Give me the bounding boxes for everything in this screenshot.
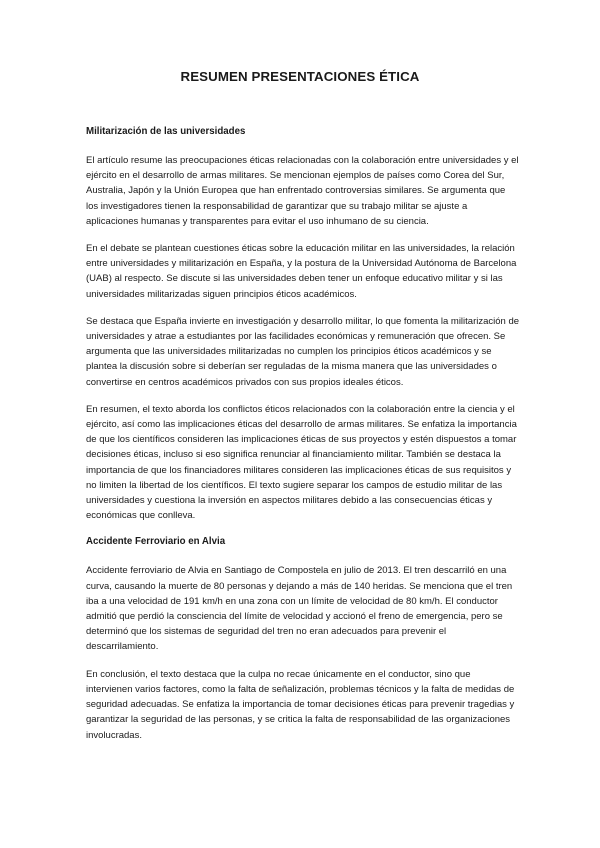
paragraph: El artículo resume las preocupaciones éticas relacionadas con la colaboración entre universidades y el ejército en el desarrollo de armas militares. Se mencionan ejemplos de países como Corea del Sur, Australia, Japón y la Unión Europea que han enfrentado controversias similares. Se argumenta que los investigadores tienen la responsabilidad de garantizar que su trabajo militar se ajuste a aplicaciones humanas y transparentes para evitar el uso inhumano de su ciencia. [86,155,519,227]
paragraph: En conclusión, el texto destaca que la culpa no recae únicamente en el conductor, sino que intervienen varios factores, como la falta de señalización, problemas técnicos y la falta de medidas de seguridad adecuadas. Se enfatiza la importancia de tomar decisiones éticas para prevenir tragedias y garantizar la seguridad de las personas, y se critica la falta de responsabilidad de las organizaciones involucradas. [86,668,515,741]
section-militarizacion [86,125,519,523]
section-heading: Accidente Ferroviario en Alvia [86,536,226,548]
document-title: RESUMEN PRESENTACIONES ÉTICA [180,69,420,84]
paragraph: En el debate se plantean cuestiones éticas sobre la educación militar en las universidades, la relación entre universidades y militarización en España, y la postura de la Universidad Autónoma de Barcelona (UAB) al respecto. Se discute si las universidades deben tener un enfoque educativo militar y si las universidades militarizadas siguen principios éticos académicos. [86,243,517,300]
paragraph: Accidente ferroviario de Alvia en Santiago de Compostela en julio de 2013. El tren descarriló en una curva, causando la muerte de 80 personas y dejando a más de 140 heridas. Se menciona que el tren iba a una velocidad de 191 km/h en una zona con un límite de velocidad de 80 km/h. El conductor admitió que perdió la consciencia del límite de velocidad y accionó el freno de emergencia, pero se determinó que los sistemas de seguridad del tren no eran adecuados para prevenir el descarrilamiento. [86,565,513,653]
paragraph: Se destaca que España invierte en investigación y desarrollo militar, lo que fomenta la militarización de universidades y atrae a estudiantes por las facilidades económicas y remuneración que ofrecen. Se argumenta que las universidades militarizadas no cumplen los principios éticos académicos y se plantea la discusión sobre si deberían ser reguladas de la misma manera que las universidades o convertirse en centros académicos privados con sus propios ideales éticos. [86,315,520,388]
document-body [86,125,519,755]
section-accidente-alvia [86,535,519,742]
paragraph: En resumen, el texto aborda los conflictos éticos relacionados con la colaboración entre la ciencia y el ejército, así como las implicaciones éticas del desarrollo de armas militares. Se enfatiza la importancia de que los científicos consideren las implicaciones éticas de sus proyectos y estén dispuestos a tomar decisiones éticas, incluso si eso significa renunciar al financiamiento militar. También se destaca la importancia de que los financiadores militares consideren las implicaciones éticas de sus requisitos y no limiten la libertad de los científicos. El texto sugiere separar los campos de estudio militar de las universidades y cuestiona la inversión en aspectos militares debido a las consecuencias éticas y económicas que conlleva. [86,403,517,522]
section-heading: Militarización de las universidades [86,126,246,137]
